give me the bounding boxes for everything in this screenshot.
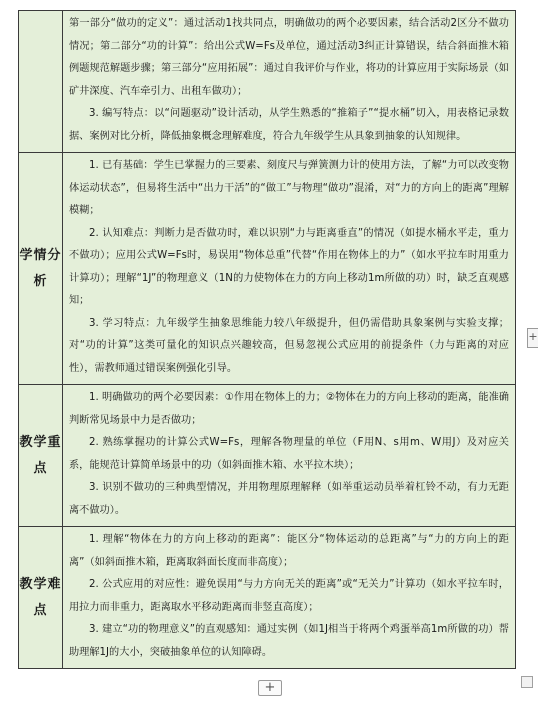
- paragraph: 3. 识别不做功的三种典型情况，并用物理原理解释（如举重运动员举着杠铃不动，有力无距离不做功）。: [69, 482, 509, 516]
- row-heading-cell[interactable]: [19, 153, 63, 385]
- plus-icon: +: [264, 680, 276, 695]
- row-heading-cell[interactable]: [19, 11, 63, 153]
- row-heading-cell[interactable]: [19, 527, 63, 669]
- row-heading-cell[interactable]: [19, 385, 63, 527]
- resize-handle-icon[interactable]: [521, 676, 533, 688]
- plus-icon: +: [528, 330, 538, 343]
- table-row-learner-analysis: [19, 153, 516, 385]
- row-content-cell[interactable]: [63, 527, 516, 669]
- paragraph: 3. 编写特点：以“问题驱动”设计活动，从学生熟悉的“推箱子”“提水桶”切入，用表格记录数据、案例对比分析，降低抽象概念理解难度，符合九年级学生从具象到抽象的认知规律。: [69, 108, 509, 142]
- row-heading: 学情分析: [19, 247, 62, 289]
- row-content-cell[interactable]: [63, 11, 516, 153]
- row-content-cell[interactable]: [63, 153, 516, 385]
- paragraph: 第一部分“做功的定义”：通过活动1找共同点，明确做功的两个必要因素，结合活动2区分不做功情况；第二部分“功的计算”：给出公式W=Fs及单位，通过活动3纠正计算错误，结合斜面推木箱例题规范解题步骤；第三部分“应用拓展”：通过自我评价与作业，将功的计算应用于实际场景（如矿井深度、汽车牵引力、出租车做功）；: [69, 18, 509, 97]
- paragraph: 2. 公式应用的对应性：避免误用“与力方向无关的距离”或“无关力”计算功（如水平拉车时，用拉力而非重力，距离取水平移动距离而非竖直高度）；: [69, 579, 509, 613]
- paragraph: 2. 认知难点：判断力是否做功时，难以识别“力与距离垂直”的情况（如提水桶水平走，重力不做功）；应用公式W=Fs时，易误用“物体总重”代替“作用在物体上的力”（如水平拉车时用重力计算功）；理解“1J”的物理意义（1N的力使物体在力的方向上移动1m所做的功）时，缺乏直观感知；: [69, 227, 509, 306]
- paragraph: 1. 明确做功的两个必要因素：①作用在物体上的力；②物体在力的方向上移动的距离，能准确判断常见场景中力是否做功；: [69, 392, 509, 426]
- paragraph: 1. 已有基础：学生已掌握力的三要素、刻度尺与弹簧测力计的使用方法，了解“力可以改变物体运动状态”，但易将生活中“出力干活”的“做工”与物理“做功”混淆，对“力的方向上的距离”理解模糊；: [69, 160, 509, 216]
- paragraph: 3. 学习特点：九年级学生抽象思维能力较八年级提升，但仍需借助具象案例与实验支撑；对“功的计算”这类可量化的知识点兴趣较高，但易忽视公式应用的前提条件（力与距离的对应性），需教师通过错误案例强化引导。: [69, 317, 509, 374]
- paragraph: 3. 建立“功的物理意义”的直观感知：通过实例（如1J相当于将两个鸡蛋举高1m所做的功）帮助理解1J的大小，突破抽象单位的认知障碍。: [69, 624, 509, 658]
- table-row-textbook-analysis: [19, 11, 516, 153]
- insert-column-button[interactable]: [527, 328, 538, 348]
- row-heading: 教学重点: [19, 434, 62, 476]
- lesson-plan-table: [18, 10, 516, 669]
- paragraph: 1. 理解“物体在力的方向上移动的距离”：能区分“物体运动的总距离”与“力的方向上的距离”（如斜面推木箱，距离取斜面长度而非高度）；: [69, 534, 509, 568]
- paragraph: 2. 熟练掌握功的计算公式W=Fs，理解各物理量的单位（F用N、s用m、W用J）及对应关系，能规范计算简单场景中的功（如斜面推木箱、水平拉木块）；: [69, 437, 509, 471]
- add-row-button[interactable]: [258, 680, 282, 696]
- row-heading: 教学难点: [19, 576, 62, 618]
- table-row-difficult-points: [19, 527, 516, 669]
- row-content-cell[interactable]: [63, 385, 516, 527]
- table-row-key-points: [19, 385, 516, 527]
